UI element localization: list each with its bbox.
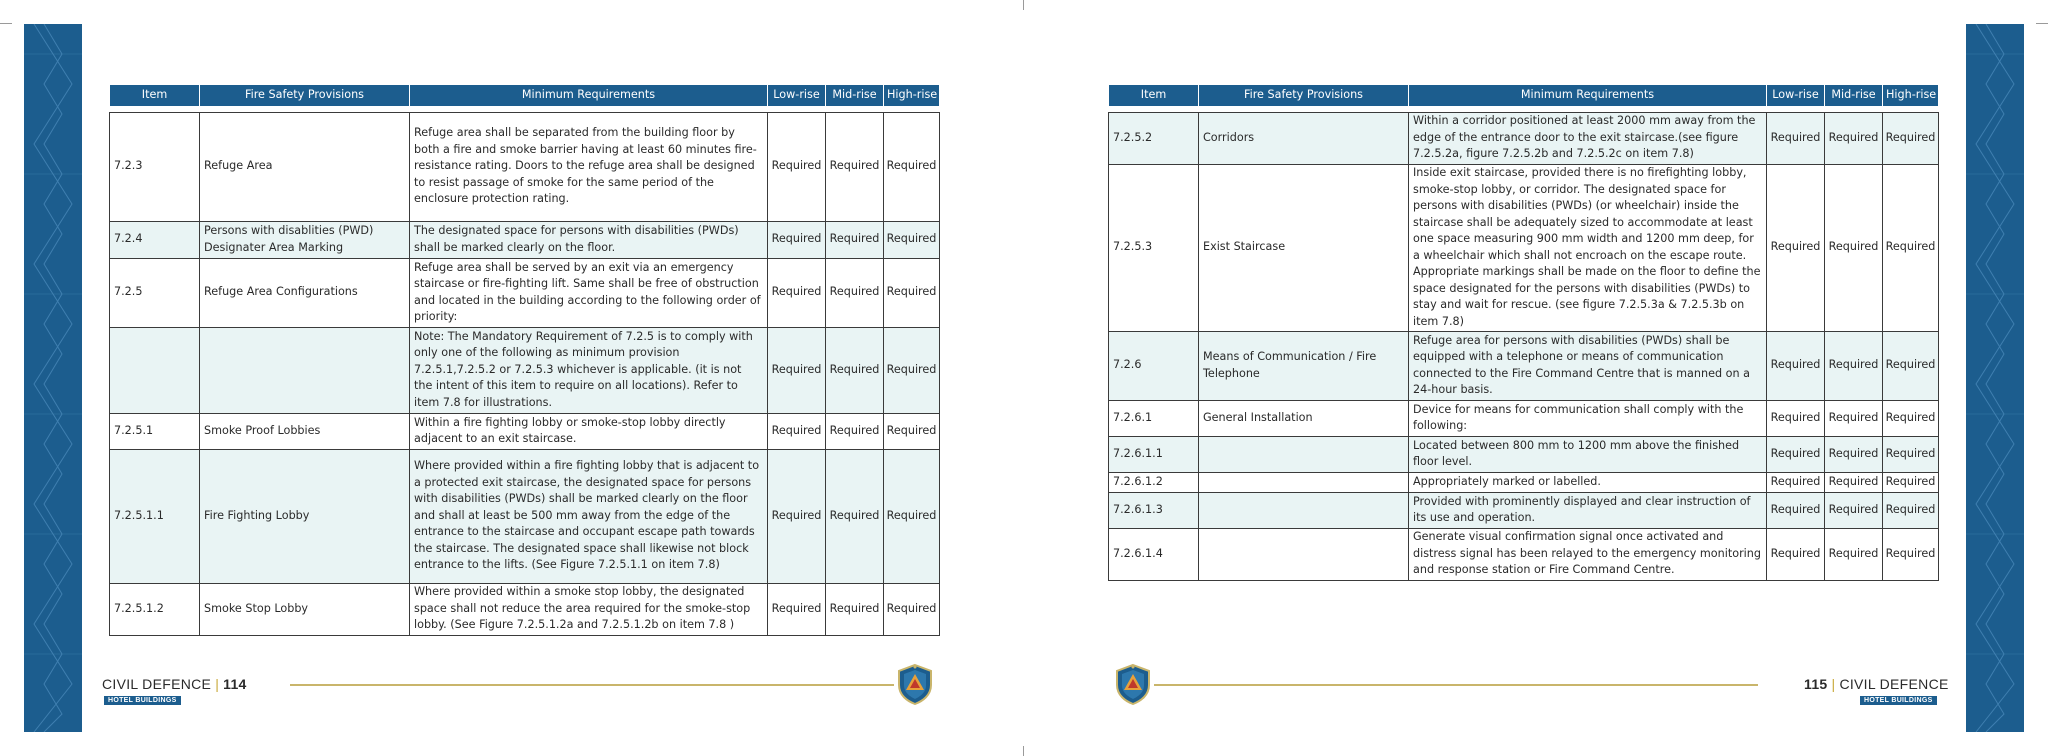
mid-rise-cell: Required — [826, 413, 884, 449]
mid-rise-cell: Required — [1825, 436, 1883, 472]
table-row — [1109, 436, 1939, 472]
provision-cell: Fire Fighting Lobby — [200, 449, 410, 583]
column-header-high-rise: High-rise — [1883, 85, 1939, 106]
footer-left-title — [102, 676, 247, 692]
provision-cell: Smoke Proof Lobbies — [200, 413, 410, 449]
footer-rule-left — [290, 684, 894, 686]
item-cell: 7.2.6.1 — [1109, 400, 1199, 436]
high-rise-cell: Required — [884, 413, 940, 449]
table-row — [1109, 400, 1939, 436]
item-cell: 7.2.4 — [110, 221, 200, 258]
low-rise-cell: Required — [768, 258, 826, 327]
low-rise-cell: Required — [768, 327, 826, 413]
table-header-row — [110, 85, 940, 106]
high-rise-cell: Required — [1883, 436, 1939, 472]
table-row — [110, 327, 940, 413]
requirement-cell: Refuge area for persons with disabilities (PWDs) shall be equipped with a telephone or means of communication connected to the Fire Command Centre that is manned on a 24-hour basis. — [1409, 331, 1767, 400]
column-header-mid-rise: Mid-rise — [826, 85, 884, 106]
mid-rise-cell: Required — [1825, 472, 1883, 492]
high-rise-cell: Required — [1883, 400, 1939, 436]
provision-cell: Persons with disablities (PWD) Designater Area Marking — [200, 221, 410, 258]
column-header-low-rise: Low-rise — [1767, 85, 1825, 106]
item-cell: 7.2.6 — [1109, 331, 1199, 400]
item-cell: 7.2.5.3 — [1109, 164, 1199, 331]
mid-rise-cell: Required — [826, 112, 884, 221]
column-header-requirements: Minimum Requirements — [410, 85, 768, 106]
high-rise-cell: Required — [884, 112, 940, 221]
provision-cell: Means of Communication / Fire Telephone — [1199, 331, 1409, 400]
civil-defence-emblem-icon — [894, 663, 936, 705]
table-row — [1109, 492, 1939, 528]
column-header-provisions: Fire Safety Provisions — [200, 85, 410, 106]
mid-rise-cell: Required — [1825, 331, 1883, 400]
provision-cell — [1199, 472, 1409, 492]
mid-rise-cell: Required — [1825, 164, 1883, 331]
page-number: 114 — [223, 676, 247, 692]
mid-rise-cell: Required — [1825, 528, 1883, 580]
high-rise-cell: Required — [1883, 472, 1939, 492]
crop-mark — [1023, 746, 1024, 756]
table-row — [110, 112, 940, 221]
footer-separator: | — [215, 676, 220, 692]
requirement-cell: Provided with prominently displayed and clear instruction of its use and operation. — [1409, 492, 1767, 528]
provision-cell: Smoke Stop Lobby — [200, 583, 410, 635]
low-rise-cell: Required — [768, 413, 826, 449]
mid-rise-cell: Required — [826, 449, 884, 583]
low-rise-cell: Required — [1767, 436, 1825, 472]
mid-rise-cell: Required — [826, 221, 884, 258]
footer-left-section: HOTEL BUILDINGS — [104, 696, 181, 705]
item-cell: 7.2.5.1.2 — [110, 583, 200, 635]
table-row — [1109, 528, 1939, 580]
low-rise-cell: Required — [1767, 331, 1825, 400]
crop-mark — [2036, 23, 2048, 24]
high-rise-cell: Required — [884, 449, 940, 583]
high-rise-cell: Required — [1883, 112, 1939, 164]
provision-cell: Corridors — [1199, 112, 1409, 164]
provision-cell: Refuge Area — [200, 112, 410, 221]
low-rise-cell: Required — [1767, 164, 1825, 331]
mid-rise-cell: Required — [1825, 400, 1883, 436]
item-cell: 7.2.5 — [110, 258, 200, 327]
right-provisions-table — [1108, 85, 1939, 581]
low-rise-cell: Required — [1767, 528, 1825, 580]
provision-cell — [1199, 436, 1409, 472]
item-cell: 7.2.6.1.3 — [1109, 492, 1199, 528]
item-cell: 7.2.6.1.4 — [1109, 528, 1199, 580]
item-cell: 7.2.5.1 — [110, 413, 200, 449]
requirement-cell: Inside exit staircase, provided there is no firefighting lobby, smoke-stop lobby, or corridor. The designated space for persons with disabilities (PWDs) (or wheelchair) inside the staircase shall be adequately sized to accommodate at least one space measuring 900 mm width and 1200 mm deep, for a wheelchair which shall not encroach on the escape route. Appropriate markings shall be made on the floor to define the space designated for the persons with disabilities (PWDs) to stay and wait for rescue. (see figure 7.2.5.3a & 7.2.5.3b on item 7.8) — [1409, 164, 1767, 331]
table-row — [1109, 331, 1939, 400]
item-cell: 7.2.3 — [110, 112, 200, 221]
column-header-item: Item — [110, 85, 200, 106]
footer-separator: | — [1831, 676, 1836, 692]
provision-cell: Refuge Area Configurations — [200, 258, 410, 327]
table-header-row — [1109, 85, 1939, 106]
provision-cell — [1199, 528, 1409, 580]
item-cell: 7.2.6.1.2 — [1109, 472, 1199, 492]
table-row — [110, 449, 940, 583]
page-number: 115 — [1804, 676, 1828, 692]
mid-rise-cell: Required — [826, 327, 884, 413]
table-row — [1109, 472, 1939, 492]
high-rise-cell: Required — [1883, 492, 1939, 528]
low-rise-cell: Required — [1767, 400, 1825, 436]
requirement-cell: Within a corridor positioned at least 2000 mm away from the edge of the entrance door to the exit staircase.(see figure 7.2.5.2a, figure 7.2.5.2b and 7.2.5.2c on item 7.8) — [1409, 112, 1767, 164]
pattern-decoration — [24, 24, 82, 732]
low-rise-cell: Required — [1767, 472, 1825, 492]
crop-mark — [0, 23, 12, 24]
column-header-provisions: Fire Safety Provisions — [1199, 85, 1409, 106]
requirement-cell: Appropriately marked or labelled. — [1409, 472, 1767, 492]
mid-rise-cell: Required — [826, 258, 884, 327]
table-row — [1109, 164, 1939, 331]
pattern-decoration — [1966, 24, 2024, 732]
crop-mark — [1023, 0, 1024, 10]
table-row — [110, 583, 940, 635]
right-side-band — [1966, 24, 2024, 732]
requirement-cell: Located between 800 mm to 1200 mm above the finished floor level. — [1409, 436, 1767, 472]
provision-cell: Exist Staircase — [1199, 164, 1409, 331]
low-rise-cell: Required — [1767, 492, 1825, 528]
requirement-cell: Generate visual confirmation signal once activated and distress signal has been relayed to the emergency monitoring and response station or Fire Command Centre. — [1409, 528, 1767, 580]
item-cell — [110, 327, 200, 413]
high-rise-cell: Required — [884, 258, 940, 327]
mid-rise-cell: Required — [1825, 112, 1883, 164]
footer-rule-right — [1154, 684, 1758, 686]
column-header-requirements: Minimum Requirements — [1409, 85, 1767, 106]
column-header-low-rise: Low-rise — [768, 85, 826, 106]
high-rise-cell: Required — [1883, 331, 1939, 400]
mid-rise-cell: Required — [1825, 492, 1883, 528]
low-rise-cell: Required — [768, 449, 826, 583]
high-rise-cell: Required — [1883, 164, 1939, 331]
requirement-cell: Where provided within a fire fighting lobby that is adjacent to a protected exit staircase, the designated space for persons with disabilities (PWDs) shall be marked clearly on the floor and shall at least be 500 mm away from the edge of the entrance to the staircase and occupant escape path towards the staircase. The designated space shall likewise not block entrance to the lifts. (See Figure 7.2.5.1.1 on item 7.8) — [410, 449, 768, 583]
footer-right-section: HOTEL BUILDINGS — [1860, 696, 1937, 705]
table-row — [110, 221, 940, 258]
publisher-name: CIVIL DEFENCE — [1839, 676, 1949, 692]
table-row — [1109, 112, 1939, 164]
requirement-cell: Where provided within a smoke stop lobby, the designated space shall not reduce the area required for the smoke-stop lobby. (See Figure 7.2.5.1.2a and 7.2.5.1.2b on item 7.8 ) — [410, 583, 768, 635]
requirement-cell: Within a fire fighting lobby or smoke-stop lobby directly adjacent to an exit staircase. — [410, 413, 768, 449]
provision-cell — [200, 327, 410, 413]
item-cell: 7.2.5.1.1 — [110, 449, 200, 583]
requirement-cell: Note: The Mandatory Requirement of 7.2.5 is to comply with only one of the following as minimum provision 7.2.5.1,7.2.5.2 or 7.2.5.3 whichever is applicable. (it is not the intent of this item to require on all locations). Refer to item 7.8 for illustrations. — [410, 327, 768, 413]
item-cell: 7.2.5.2 — [1109, 112, 1199, 164]
publisher-name: CIVIL DEFENCE — [102, 676, 212, 692]
column-header-mid-rise: Mid-rise — [1825, 85, 1883, 106]
low-rise-cell: Required — [1767, 112, 1825, 164]
provision-cell: General Installation — [1199, 400, 1409, 436]
low-rise-cell: Required — [768, 221, 826, 258]
column-header-high-rise: High-rise — [884, 85, 940, 106]
high-rise-cell: Required — [884, 583, 940, 635]
left-side-band — [24, 24, 82, 732]
low-rise-cell: Required — [768, 583, 826, 635]
footer-right-title — [1804, 676, 1949, 692]
column-header-item: Item — [1109, 85, 1199, 106]
requirement-cell: Refuge area shall be separated from the building floor by both a fire and smoke barrier having at least 60 minutes fire-resistance rating. Doors to the refuge area shall be designed to resist passage of smoke for the same period of the enclosure protection rating. — [410, 112, 768, 221]
table-row — [110, 413, 940, 449]
high-rise-cell: Required — [884, 327, 940, 413]
mid-rise-cell: Required — [826, 583, 884, 635]
low-rise-cell: Required — [768, 112, 826, 221]
civil-defence-emblem-icon — [1112, 663, 1154, 705]
requirement-cell: Device for means for communication shall comply with the following: — [1409, 400, 1767, 436]
requirement-cell: Refuge area shall be served by an exit via an emergency staircase or fire-fighting lift. Same shall be free of obstruction and located in the building according to the following order of priority: — [410, 258, 768, 327]
table-row — [110, 258, 940, 327]
requirement-cell: The designated space for persons with disabilities (PWDs) shall be marked clearly on the floor. — [410, 221, 768, 258]
left-provisions-table — [109, 85, 940, 636]
item-cell: 7.2.6.1.1 — [1109, 436, 1199, 472]
provision-cell — [1199, 492, 1409, 528]
high-rise-cell: Required — [1883, 528, 1939, 580]
high-rise-cell: Required — [884, 221, 940, 258]
